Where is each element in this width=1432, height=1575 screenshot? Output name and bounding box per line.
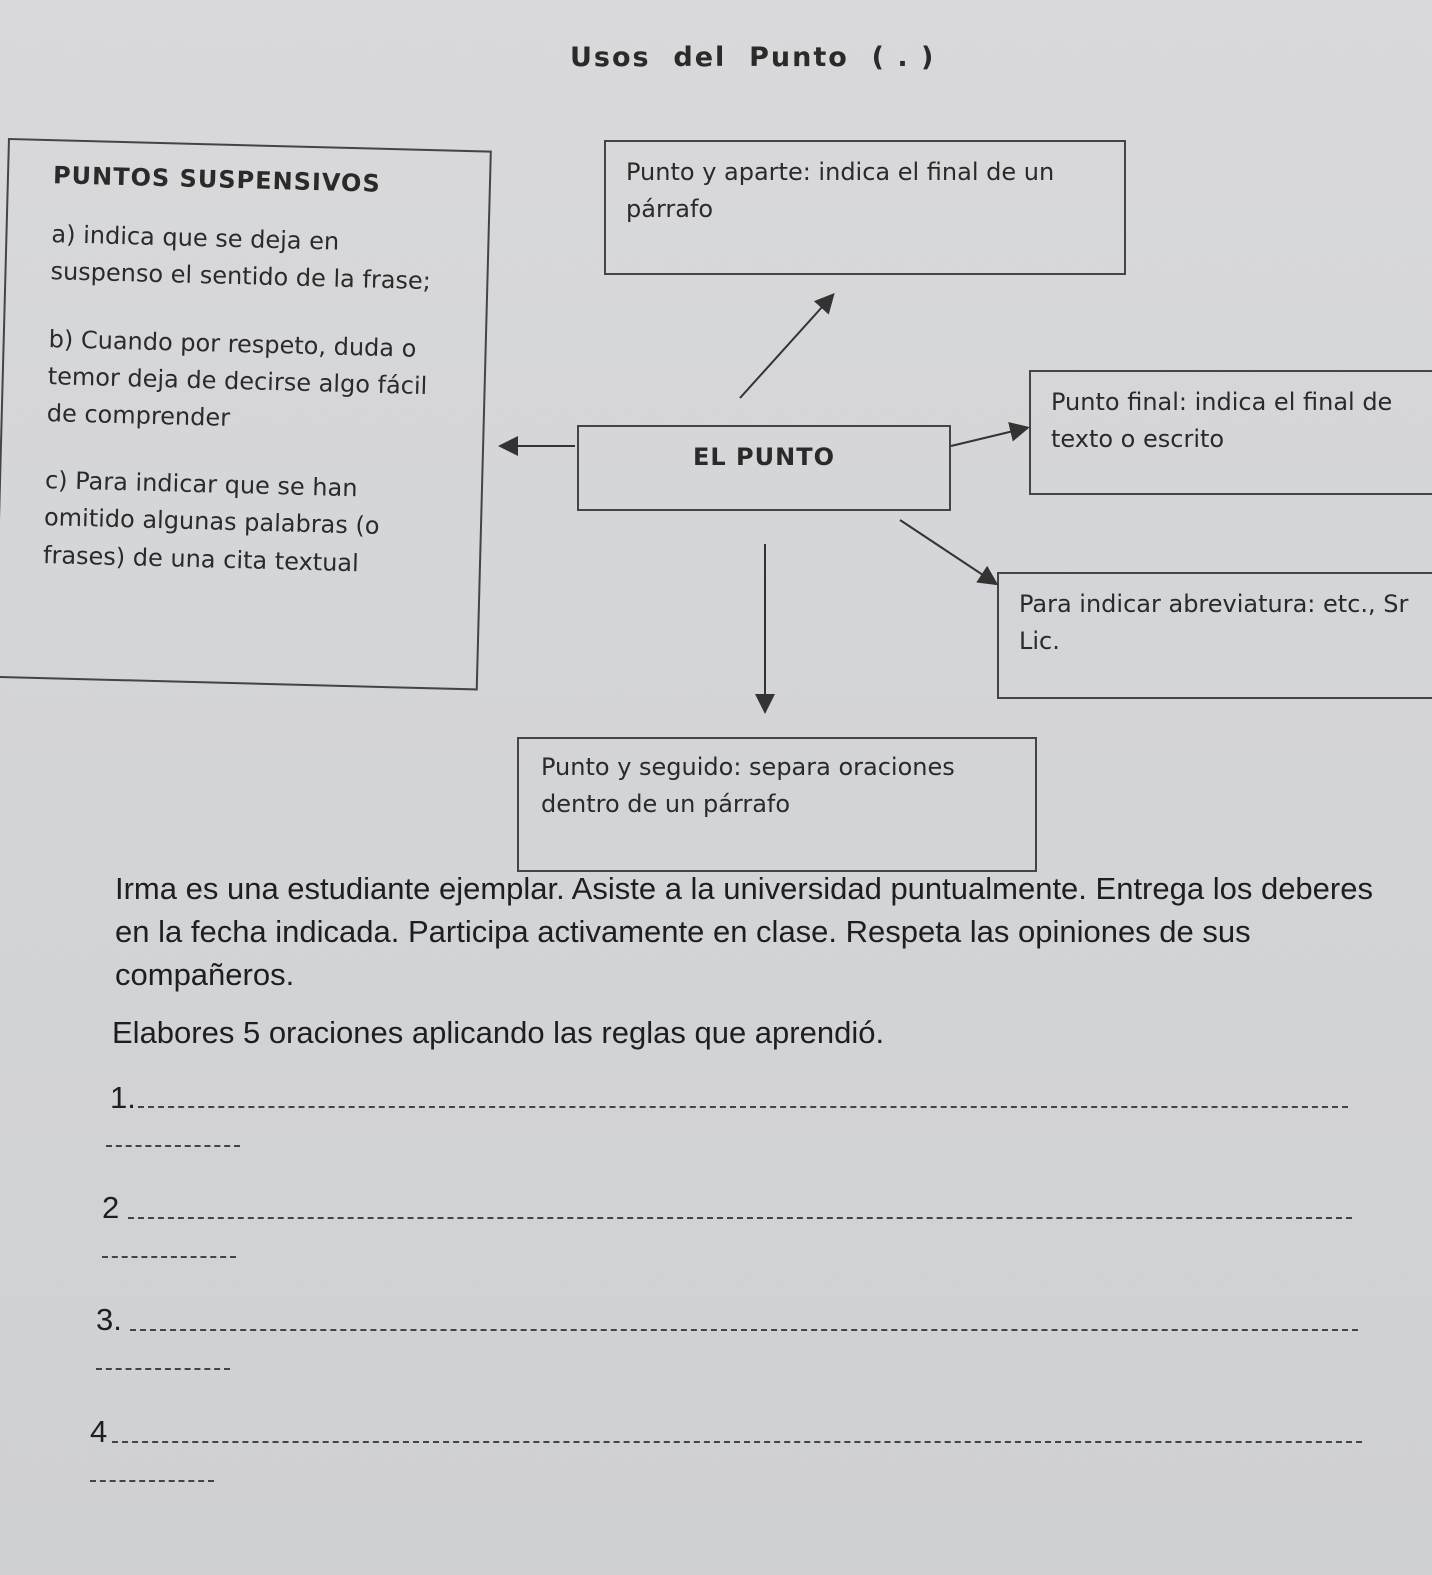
answer-line-1-cont[interactable] bbox=[106, 1145, 240, 1147]
answer-line-3-cont[interactable] bbox=[96, 1368, 230, 1370]
punto-final-line-2: texto o escrito bbox=[1051, 425, 1225, 454]
example-paragraph: Irma es una estudiante ejemplar. Asiste a la universidad puntualmente. Entrega los deberes en la fecha indicada. Participa activamente en clase. Respeta las opiniones de sus compañeros. bbox=[115, 871, 1373, 992]
arrow-to-final bbox=[951, 428, 1026, 446]
suspensivos-item-b: b) Cuando por respeto, duda o temor deja de decirse algo fácil de comprender bbox=[46, 324, 428, 432]
suspensivos-item-c: c) Para indicar que se han omitido algunas palabras (o frases) de una cita textual bbox=[42, 466, 380, 577]
answer-line-label-4: 4 bbox=[90, 1414, 108, 1449]
arrow-to-aparte bbox=[740, 296, 832, 398]
abreviatura-line-1: Para indicar abreviatura: etc., Sr bbox=[1019, 590, 1409, 618]
suspensivos-item-a: a) indica que se deja en suspenso el sentido de la frase; bbox=[50, 220, 432, 296]
abreviatura-line-2: Lic. bbox=[1019, 627, 1060, 656]
punto-y-seguido-text: Punto y seguido: separa oraciones dentro de un párrafo bbox=[541, 753, 955, 819]
arrow-to-abreviatura bbox=[900, 520, 995, 583]
page-title: Usos del Punto ( . ) bbox=[570, 42, 936, 73]
answer-line-1[interactable] bbox=[138, 1106, 1348, 1108]
answer-line-2-cont[interactable] bbox=[102, 1256, 236, 1258]
answer-line-label-1: 1. bbox=[110, 1080, 136, 1115]
puntos-suspensivos-heading: PUNTOS SUSPENSIVOS bbox=[52, 161, 382, 198]
answer-line-4[interactable] bbox=[112, 1441, 1362, 1443]
punto-final-line-1: Punto final: indica el final de bbox=[1051, 388, 1393, 416]
answer-line-2[interactable] bbox=[128, 1217, 1352, 1219]
instruction-text: Elabores 5 oraciones aplicando las reglas que aprendió. bbox=[112, 1015, 885, 1050]
answer-line-4-cont[interactable] bbox=[90, 1480, 214, 1482]
answer-line-label-2: 2 bbox=[102, 1190, 120, 1225]
punto-y-aparte-text: Punto y aparte: indica el final de un párrafo bbox=[626, 158, 1055, 224]
answer-line-3[interactable] bbox=[130, 1329, 1358, 1331]
el-punto-label: EL PUNTO bbox=[693, 443, 835, 471]
answer-line-label-3: 3. bbox=[96, 1302, 122, 1337]
